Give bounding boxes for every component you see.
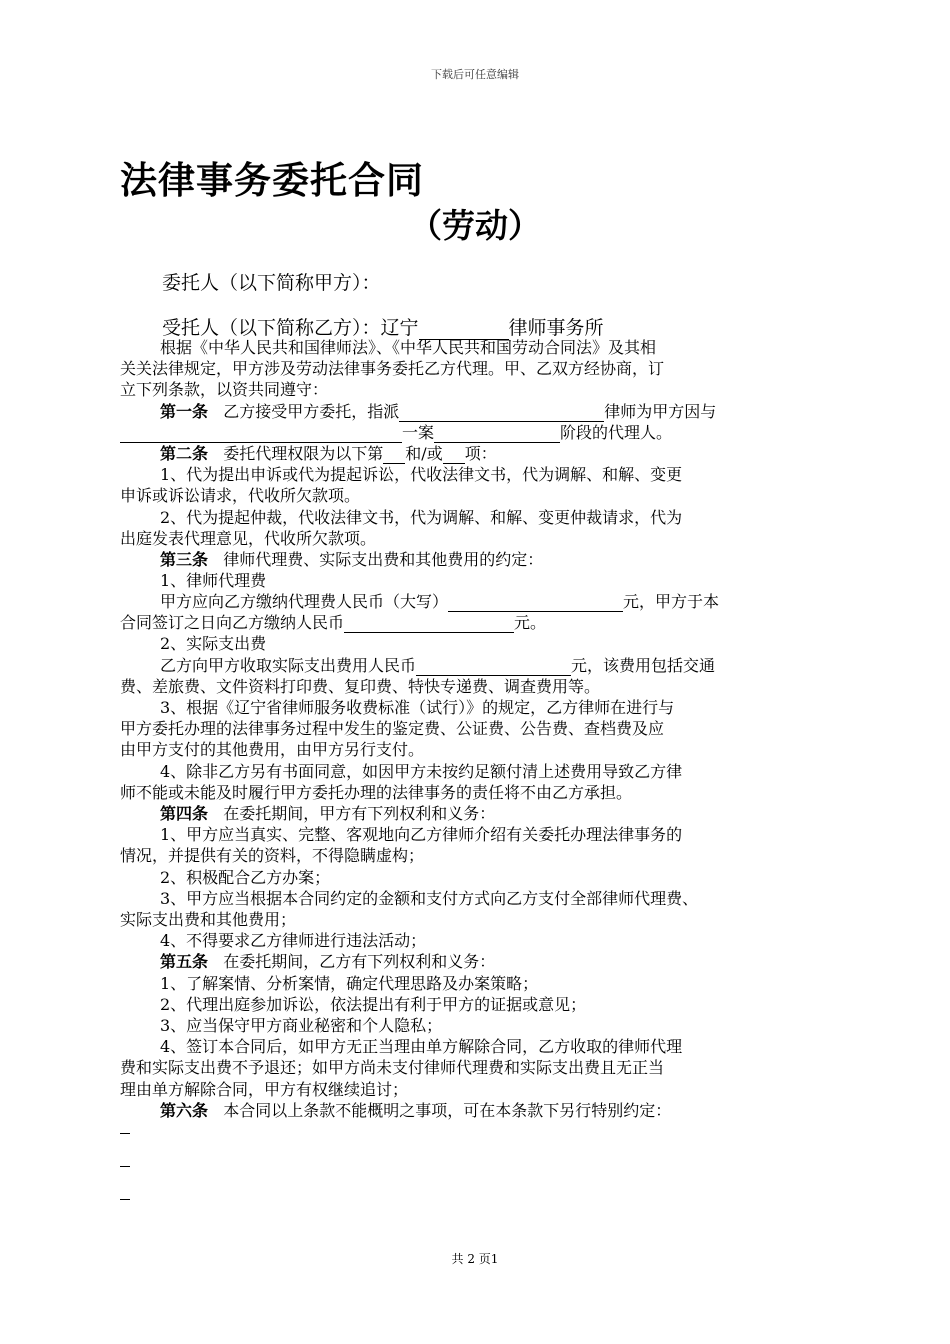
article-3-item-1: 1、律师代理费 xyxy=(160,571,267,590)
article-2-end: 项： xyxy=(464,444,497,463)
article-3-line xyxy=(120,549,882,570)
fee-sign-blank[interactable] xyxy=(344,615,514,633)
document-title: 法律事务委托合同 xyxy=(120,159,424,202)
article-3-text: 律师代理费、实际支出费和其他费用的约定： xyxy=(223,550,544,569)
special-terms-blank-2[interactable] xyxy=(120,1166,130,1167)
article-5-item-4a: 4、签订本合同后，如甲方无正当理由单方解除合同，乙方收取的律师代理 xyxy=(160,1037,683,1056)
article-2-item-1b: 申诉或诉讼请求，代收所欠款项。 xyxy=(120,486,361,505)
article-3-item-4b: 师不能或未能及时履行甲方委托办理的法律事务的责任将不由乙方承担。 xyxy=(120,783,633,802)
article-4-line xyxy=(120,803,882,824)
party-b-line xyxy=(162,313,604,340)
article-3-item-3c: 由甲方支付的其他费用，由甲方另行支付。 xyxy=(120,740,425,759)
article-1-line-1 xyxy=(120,401,882,422)
fee-sign-end: 元。 xyxy=(514,613,547,632)
article-2-item-2a: 2、代为提起仲裁，代收法律文书，代为调解、和解、变更仲裁请求，代为 xyxy=(160,508,683,527)
article-2-line xyxy=(120,443,882,464)
article-5-heading: 第五条 xyxy=(160,952,209,971)
preamble-line-3: 立下列条款，以资共同遵守： xyxy=(120,380,329,399)
article-1-heading: 第一条 xyxy=(160,402,209,421)
article-5-item-4b: 费和实际支出费不予退还；如甲方尚未支付律师代理费和实际支出费且无正当 xyxy=(120,1058,665,1077)
article-2-and-or: 和/或 xyxy=(405,444,443,463)
expense-end: 元，该费用包括交通 xyxy=(571,656,716,675)
article-4-item-1a: 1、甲方应当真实、完整、客观地向乙方律师介绍有关委托办理法律事务的 xyxy=(160,825,683,844)
article-2-heading: 第二条 xyxy=(160,444,209,463)
party-a-label: 委托人（以下简称甲方）： xyxy=(162,272,381,294)
fee-capital-text: 甲方应向乙方缴纳代理费人民币（大写） xyxy=(160,592,449,611)
article-2-item-2b: 出庭发表代理意见，代收所欠款项。 xyxy=(120,529,377,548)
lawyer-name-blank[interactable] xyxy=(399,404,604,422)
article-3-item-2: 2、实际支出费 xyxy=(160,634,267,653)
article-5-item-1: 1、了解案情、分析案情，确定代理思路及办案策略； xyxy=(160,974,539,993)
article-4-heading: 第四条 xyxy=(160,804,209,823)
header-note: 下载后可任意编辑 xyxy=(431,68,519,81)
article-4-item-2: 2、积极配合乙方办案； xyxy=(160,868,331,887)
article-5-item-3: 3、应当保守甲方商业秘密和个人隐私； xyxy=(160,1016,443,1035)
article-2-item-1a: 1、代为提出申诉或代为提起诉讼，代收法律文书，代为调解、和解、变更 xyxy=(160,465,683,484)
article-4-item-4: 4、不得要求乙方律师进行违法活动； xyxy=(160,931,427,950)
preamble-line-1: 根据《中华人民共和国律师法》、《中华人民共和国劳动合同法》及其相 xyxy=(160,338,657,357)
article-1-end: 阶段的代理人。 xyxy=(560,423,673,442)
party-b-suffix: 律师事务所 xyxy=(508,317,604,339)
article-4-text: 在委托期间，甲方有下列权利和义务： xyxy=(223,804,496,823)
party-b-prefix: 受托人（以下简称乙方）：辽宁 xyxy=(162,317,419,339)
item-blank-1[interactable] xyxy=(383,446,405,464)
article-5-text: 在委托期间，乙方有下列权利和义务： xyxy=(223,952,496,971)
document-subtitle: （劳动） xyxy=(409,206,541,245)
article-4-item-3a: 3、甲方应当根据本合同约定的金额和支付方式向乙方支付全部律师代理费、 xyxy=(160,889,699,908)
article-3-item-3a: 3、根据《辽宁省律师服务收费标准（试行）》的规定，乙方律师在进行与 xyxy=(160,698,675,717)
article-3-item-1b xyxy=(120,612,842,633)
article-3-item-2a xyxy=(120,655,882,676)
article-5-item-2: 2、代理出庭参加诉讼，依法提出有利于甲方的证据或意见； xyxy=(160,995,587,1014)
preamble-line-2: 关关法律规定，甲方涉及劳动法律事务委托乙方代理。甲、乙双方经协商，订 xyxy=(120,359,665,378)
party-a-line xyxy=(162,268,381,295)
article-4-item-1b: 情况，并提供有关的资料，不得隐瞒虚构； xyxy=(120,846,425,865)
special-terms-blank-1[interactable] xyxy=(120,1133,130,1134)
article-3-item-1a xyxy=(120,591,882,612)
article-4-item-3b: 实际支出费和其他费用； xyxy=(120,910,297,929)
article-1-line-2 xyxy=(120,422,842,443)
article-6-text: 本合同以上条款不能概明之事项，可在本条款下另行特别约定： xyxy=(223,1101,672,1120)
expense-blank[interactable] xyxy=(416,658,571,676)
article-3-item-2b: 费、差旅费、文件资料打印费、复印费、特快专递费、调查费用等。 xyxy=(120,677,601,696)
article-5-line xyxy=(120,951,882,972)
item-blank-2[interactable] xyxy=(443,446,465,464)
article-1-case: 一案 xyxy=(402,423,435,442)
stage-blank[interactable] xyxy=(434,425,560,443)
article-6-heading: 第六条 xyxy=(160,1101,209,1120)
article-2-text: 委托代理权限为以下第 xyxy=(223,444,384,463)
special-terms-blank-3[interactable] xyxy=(120,1199,130,1200)
article-3-item-3b: 甲方委托办理的法律事务过程中发生的鉴定费、公证费、公告费、查档费及应 xyxy=(120,719,665,738)
expense-text: 乙方向甲方收取实际支出费用人民币 xyxy=(160,656,417,675)
article-1-text-2: 律师为甲方因与 xyxy=(604,402,717,421)
fee-capital-blank[interactable] xyxy=(448,594,623,612)
opponent-blank[interactable] xyxy=(120,425,402,443)
article-3-item-4a: 4、除非乙方另有书面同意，如因甲方未按约足额付清上述费用导致乙方律 xyxy=(160,762,683,781)
article-5-item-4c: 理由单方解除合同，甲方有权继续追讨； xyxy=(120,1080,409,1099)
fee-sign-text: 合同签订之日向乙方缴纳人民币 xyxy=(120,613,345,632)
page-footer: 共 2 页1 xyxy=(451,1252,499,1266)
article-3-heading: 第三条 xyxy=(160,550,209,569)
article-1-text: 乙方接受甲方委托，指派 xyxy=(223,402,400,421)
fee-capital-end: 元，甲方于本 xyxy=(623,592,720,611)
article-6-line xyxy=(120,1100,882,1121)
